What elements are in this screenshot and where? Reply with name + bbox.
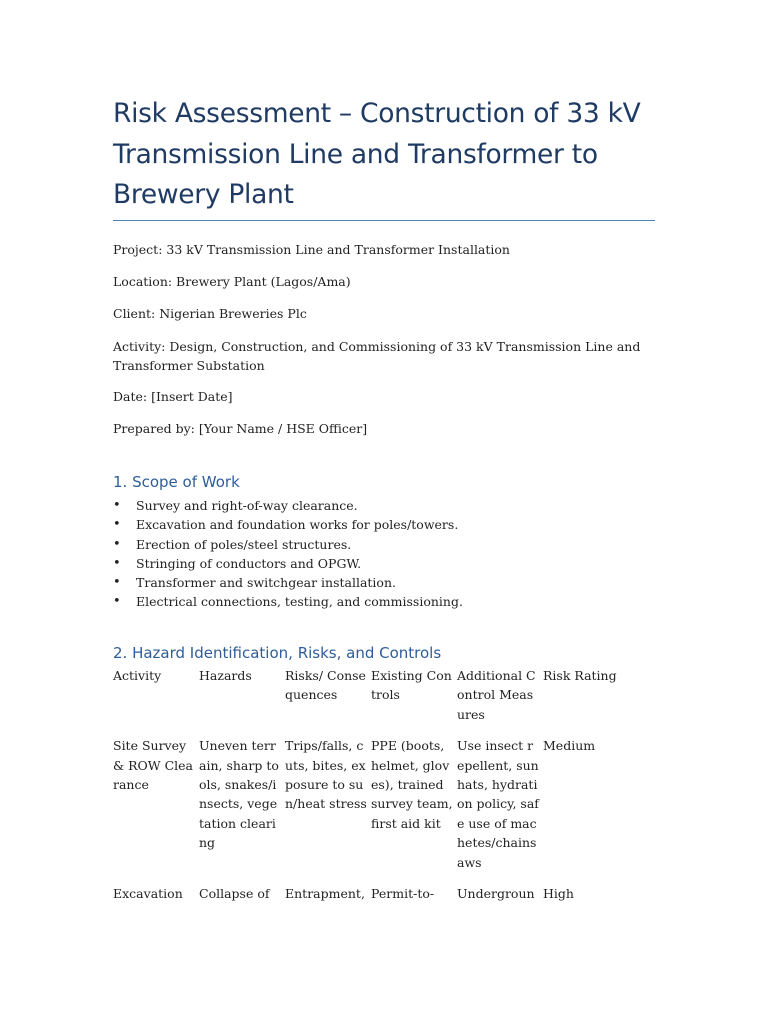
- bullet-icon: •: [113, 594, 121, 610]
- table-cell: Excavation: [113, 886, 183, 902]
- scope-heading: 1. Scope of Work: [113, 473, 240, 491]
- location-line: Location: Brewery Plant (Lagos/Ama): [113, 274, 351, 289]
- hazard-heading: 2. Hazard Identification, Risks, and Controls: [113, 644, 442, 662]
- table-cell: Uneven terrain, sharp tools, snakes/insects, vegetation clearing: [199, 738, 279, 851]
- column-header: Existing Controls: [371, 668, 452, 703]
- table-row: [113, 736, 633, 884]
- activity-line: Activity: Design, Construction, and Commissioning of 33 kV Transmission Line and Transformer Substation: [113, 339, 641, 373]
- table-cell: PPE (boots, helmet, gloves), trained survey team, first aid kit: [371, 738, 453, 831]
- column-header: Activity: [113, 668, 162, 683]
- bullet-icon: •: [113, 517, 121, 533]
- project-line: Project: 33 kV Transmission Line and Transformer Installation: [113, 242, 510, 257]
- client-line: Client: Nigerian Breweries Plc: [113, 306, 307, 321]
- bullet-icon: •: [113, 575, 121, 591]
- title-divider: [113, 220, 655, 221]
- column-header: Additional Control Measures: [457, 668, 536, 722]
- column-header: Hazards: [199, 668, 252, 683]
- table-row: [113, 884, 633, 915]
- date-line: Date: [Insert Date]: [113, 389, 233, 404]
- table-cell: High: [543, 886, 574, 902]
- table-cell: Medium: [543, 738, 596, 754]
- column-header: Risk Rating: [543, 668, 617, 683]
- list-item: • Erection of poles/steel structures.: [113, 535, 463, 554]
- table-cell: Entrapment,: [285, 886, 365, 902]
- risk-table: [113, 666, 633, 915]
- column-header: Risks/ Consequences: [285, 668, 366, 703]
- table-header-row: [113, 666, 633, 736]
- scope-list: [113, 496, 463, 612]
- table-cell: Permit-to-: [371, 886, 435, 902]
- table-cell: Collapse of: [199, 886, 270, 902]
- bullet-icon: •: [113, 498, 121, 513]
- table-cell: Trips/falls, cuts, bites, exposure to sun/heat stress: [285, 738, 367, 812]
- list-item: • Stringing of conductors and OPGW.: [113, 554, 463, 573]
- list-item: • Excavation and foundation works for poles/towers.: [113, 515, 463, 534]
- table-cell: Site Survey & ROW Clearance: [113, 738, 193, 793]
- list-item: • Transformer and switchgear installation.: [113, 573, 463, 592]
- document-title: Risk Assessment – Construction of 33 kV Transmission Line and Transformer to Brewery Plant: [113, 98, 641, 210]
- bullet-icon: •: [113, 555, 121, 571]
- bullet-icon: •: [113, 536, 121, 552]
- prepared-by-line: Prepared by: [Your Name / HSE Officer]: [113, 421, 368, 436]
- list-item: • Electrical connections, testing, and commissioning.: [113, 592, 463, 611]
- list-item: • Survey and right-of-way clearance.: [113, 496, 463, 515]
- table-cell: Use insect repellent, sun hats, hydration policy, safe use of machetes/chainsaws: [457, 738, 539, 870]
- table-cell: Undergroun: [457, 886, 535, 902]
